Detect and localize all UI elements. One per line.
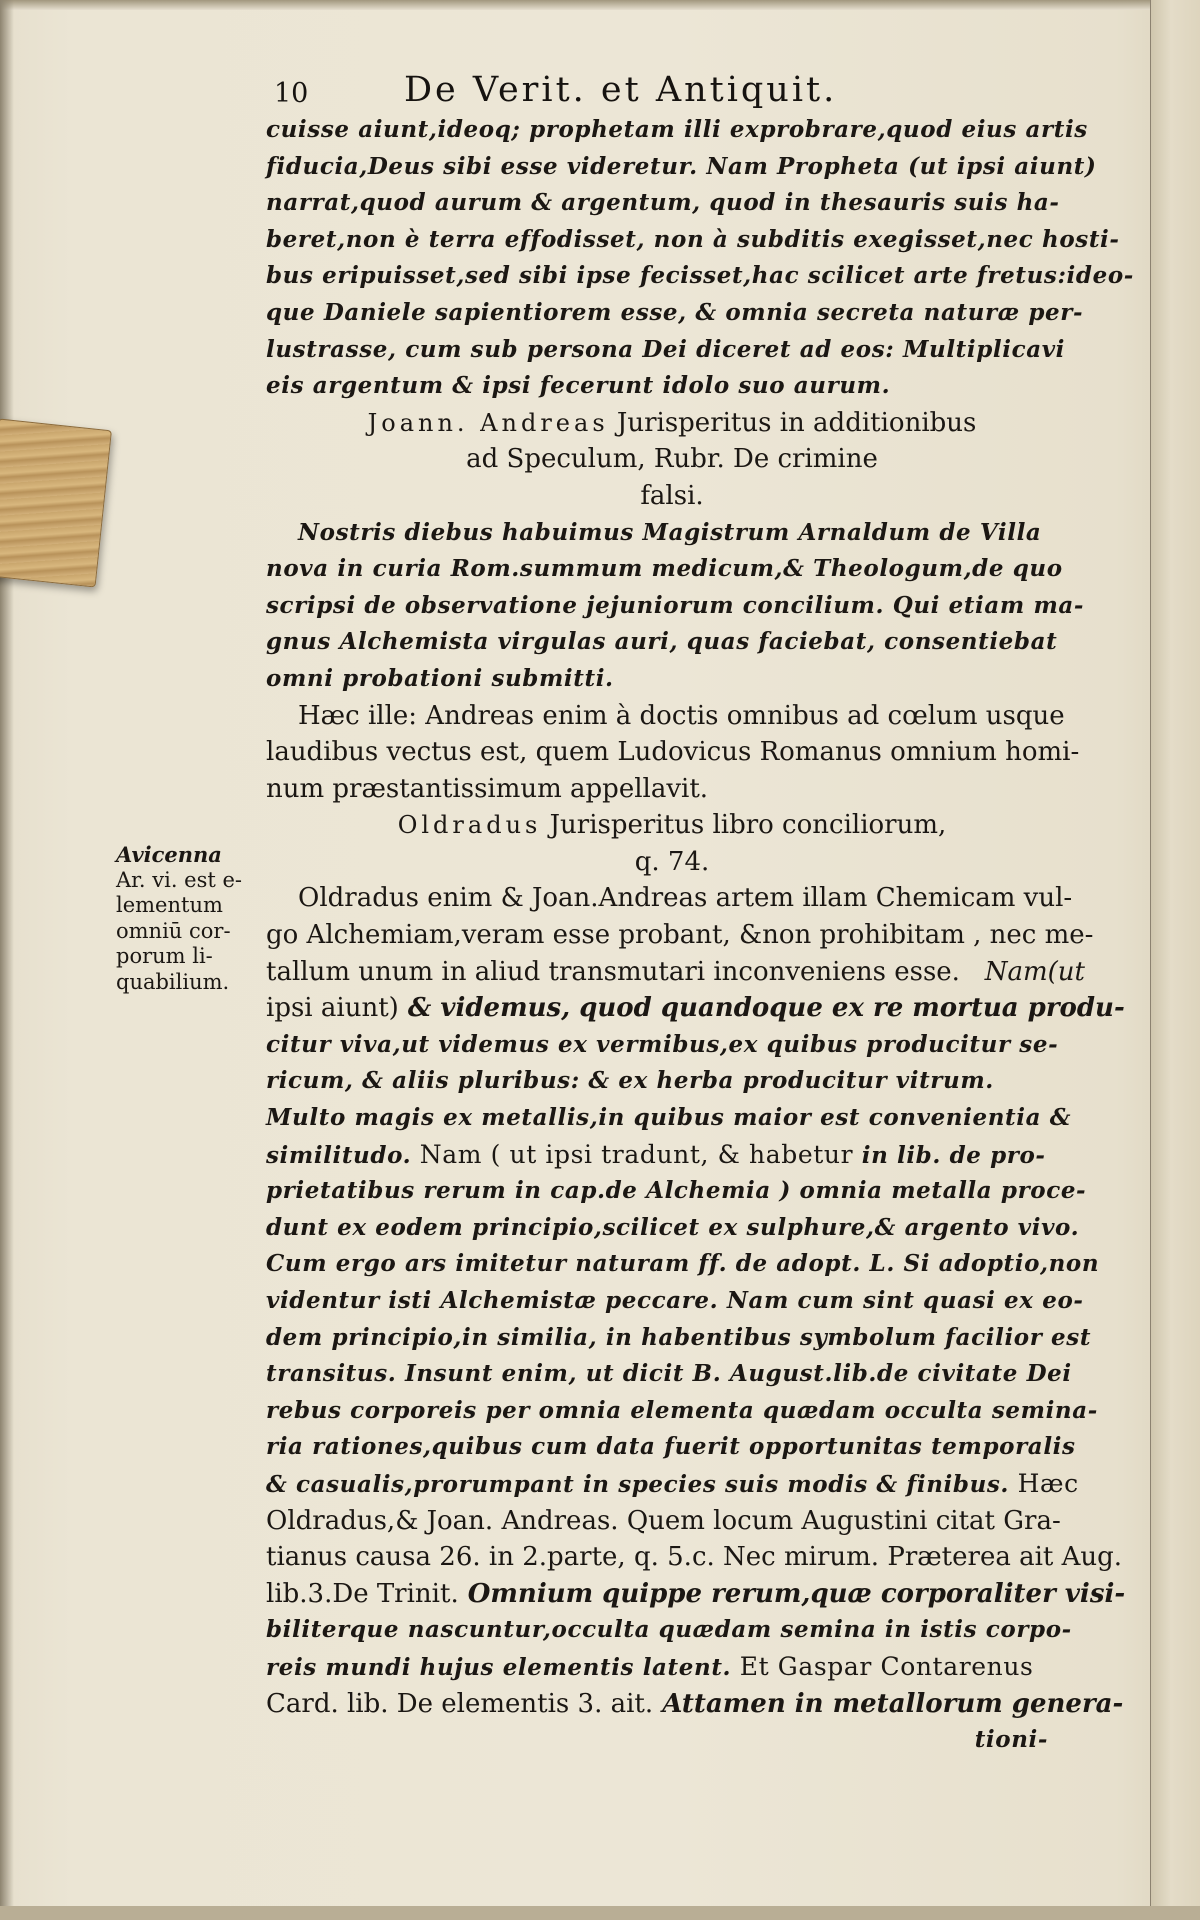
gutter-shadow <box>0 0 14 1920</box>
running-title: De Verit. et Antiquit. <box>404 70 838 110</box>
text-line <box>266 1686 1124 1723</box>
next-page-edge <box>1150 0 1200 1920</box>
author-name: Oldradus <box>397 811 542 840</box>
section-heading: q. 74. <box>634 846 710 877</box>
text-line: laudibus vectus est, quem Ludovicus Romanus omnium homi- <box>266 737 1080 768</box>
text-line: fiducia,Deus sibi esse videretur. Nam Propheta (ut ipsi aiunt) <box>266 152 1097 180</box>
text-line: narrat,quod aurum & argentum, quod in thesauris suis ha- <box>266 189 1060 217</box>
margin-note-line: lementum <box>116 893 223 917</box>
text-run: lib.3.De Trinit. <box>266 1578 459 1609</box>
margin-note-line: porum li- <box>116 944 213 968</box>
text-run: Nam(ut <box>984 956 1085 987</box>
text-line: dunt ex eodem principio,scilicet ex sulphure,& argento vivo. <box>266 1213 1080 1241</box>
text-run: Omnium quippe rerum,quæ corporaliter visi- <box>458 1578 1126 1609</box>
page-top-edge <box>0 0 1200 10</box>
text-run: & casualis,prorumpant in species suis modis & finibus. <box>266 1470 1010 1498</box>
text-line: lustrasse, cum sub persona Dei diceret ad eos: Multiplicavi <box>266 335 1066 363</box>
section-heading <box>266 405 1078 442</box>
author-name: Joann. Andreas <box>367 408 609 437</box>
text-line: biliterque nascuntur,occulta quædam semina in istis corpo- <box>266 1616 1072 1644</box>
margin-note-line: quabilium. <box>116 969 230 994</box>
text-run: Card. lib. De elementis 3. ait. <box>266 1688 654 1719</box>
heading-text: Jurisperitus libro conciliorum, <box>541 810 947 841</box>
text-line <box>266 954 1085 991</box>
text-line: citur viva,ut videmus ex vermibus,ex quibus producitur se- <box>266 1030 1059 1058</box>
text-line: ricum, & aliis pluribus: & ex herba producitur vitrum. <box>266 1067 994 1095</box>
text-line: rebus corporeis per omnia elementa quædam occulta semina- <box>266 1396 1098 1424</box>
text-line: eis argentum & ipsi fecerunt idolo suo aurum. <box>266 372 891 400</box>
text-line: videntur isti Alchemistæ peccare. Nam cum sint quasi ex eo- <box>266 1287 1084 1314</box>
page-number: 10 <box>274 78 309 109</box>
section-heading <box>266 807 1078 844</box>
text-line: Oldradus enim & Joan.Andreas artem illam Chemicam vul- <box>298 883 1073 914</box>
text-line: tianus causa 26. in 2.parte, q. 5.c. Nec mirum. Præterea ait Aug. <box>266 1542 1123 1573</box>
text-line: prietatibus rerum in cap.de Alchemia ) omnia metalla proce- <box>266 1177 1087 1205</box>
text-run: Nam ( ut ipsi tradunt, & habetur <box>411 1139 854 1169</box>
text-line: num præstantissimum appellavit. <box>266 773 709 804</box>
text-run: ipsi aiunt) <box>266 993 399 1024</box>
text-run: reis mundi hujus elementis latent. <box>266 1653 732 1681</box>
text-line: gnus Alchemista virgulas auri, quas faciebat, consentiebat <box>266 628 1058 656</box>
text-line <box>266 1466 1078 1503</box>
wooden-page-clip <box>0 418 112 587</box>
text-line: bus eripuisset,sed sibi ipse fecisset,hac scilicet arte fretus:ideo- <box>266 262 1134 290</box>
heading-text: Jurisperitus in additionibus <box>608 407 977 438</box>
body-text <box>266 112 1134 1759</box>
text-line: go Alchemiam,veram esse probant, &non prohibitam , nec me- <box>266 920 1094 951</box>
margin-note-line: Ar. vi. est e- <box>116 867 243 892</box>
text-line: nova in curia Rom.summum medicum,& Theologum,de quo <box>266 555 1063 583</box>
text-line <box>266 1137 1078 1174</box>
text-line <box>266 1649 1078 1686</box>
text-run: similitudo. <box>266 1141 412 1169</box>
text-line: Cum ergo ars imitetur naturam ff. de adopt. L. Si adoptio,non <box>266 1250 1100 1278</box>
margin-note-line: Avicenna <box>116 842 222 867</box>
text-line <box>266 990 1125 1027</box>
text-line: que Daniele sapientiorem esse, & omnia secreta naturæ per- <box>266 298 1084 326</box>
text-line: Oldradus,& Joan. Andreas. Quem locum Augustini citat Gra- <box>266 1505 1061 1536</box>
text-line: Multo magis ex metallis,in quibus maior est convenientia & <box>266 1104 1072 1132</box>
text-line: beret,non è terra effodisset, non à subditis exegisset,nec hosti- <box>266 225 1120 253</box>
text-line <box>266 1576 1126 1613</box>
text-line: dem principio,in similia, in habentibus symbolum facilior est <box>266 1323 1092 1351</box>
text-line: scripsi de observatione jejuniorum concilium. Qui etiam ma- <box>266 591 1085 619</box>
text-line: transitus. Insunt enim, ut dicit B. August.lib.de civitate Dei <box>266 1360 1072 1388</box>
text-line: Nostris diebus habuimus Magistrum Arnaldum de Villa <box>298 518 1042 546</box>
text-line: Hæc ille: Andreas enim à doctis omnibus ad cœlum usque <box>298 700 1065 731</box>
text-run: in lib. de pro- <box>853 1141 1046 1169</box>
text-run: Et Gaspar Contarenus <box>731 1651 1034 1681</box>
text-run: Hæc <box>1009 1468 1079 1498</box>
text-line: omni probationi submitti. <box>266 664 614 692</box>
text-run: tallum unum in aliud transmutari inconveniens esse. <box>266 956 960 987</box>
catchword: tioni- <box>974 1726 1048 1754</box>
text-run: & videmus, quod quandoque ex re mortua produ- <box>398 993 1125 1024</box>
section-heading: ad Speculum, Rubr. De crimine <box>466 444 878 475</box>
section-heading: falsi. <box>640 480 704 511</box>
text-line: cuisse aiunt,ideoq; prophetam illi exprobrare,quod eius artis <box>266 116 1088 143</box>
marginal-note <box>116 842 266 995</box>
page-bottom-edge <box>0 1906 1200 1920</box>
text-line: ria rationes,quibus cum data fuerit opportunitas temporalis <box>266 1433 1076 1461</box>
margin-note-line: omniū cor- <box>116 918 231 943</box>
text-run: Attamen in metallorum genera- <box>653 1688 1124 1719</box>
